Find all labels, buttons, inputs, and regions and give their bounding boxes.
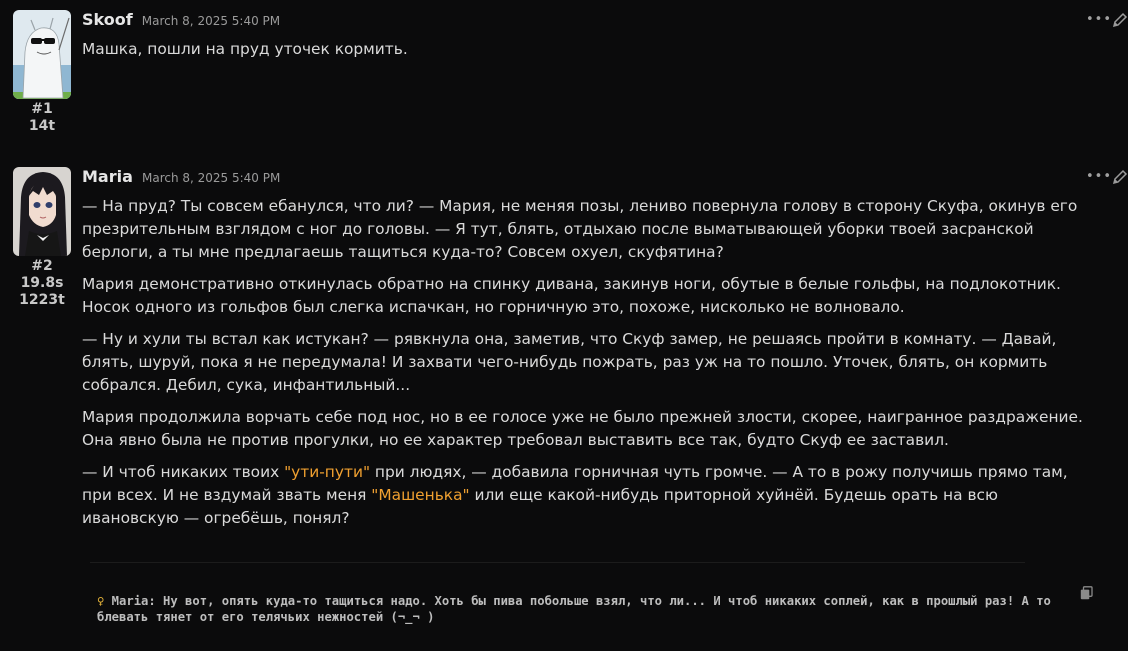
message-actions — [1086, 12, 1126, 32]
message-paragraph: — Ну и хули ты встал как истукан? — рявкнула она, заметив, что Скуф замер, не решаясь пройти в комнату. — Давай, блять, шуруй, пока я не передумала! И захвати чего-нибудь пожрать, раз уж на то пошло. Уточек, блять, он кормить собрался. Дебил, сука, инфантильный... — [82, 330, 1057, 394]
username[interactable]: Maria — [82, 167, 133, 186]
message-actions — [1086, 169, 1126, 189]
timestamp: March 8, 2025 5:40 PM — [141, 14, 281, 28]
more-dots-icon[interactable]: ••• — [1086, 12, 1113, 27]
message-sidebar — [13, 167, 71, 309]
message-paragraph: Мария демонстративно откинулась обратно на спинку дивана, закинув ноги, обутые в белые гольфы, на подлокотник. Носок одного из гольфов был слегка испачкан, но горничную это, похоже, нисколько не волновало. — [82, 275, 1061, 316]
divider — [90, 562, 1025, 563]
message-paragraph: Машка, пошли на пруд уточек кормить. — [82, 40, 408, 58]
message-paragraph: Мария продолжила ворчать себе под нос, но в ее голосе уже не было прежней злости, скорее, наигранное раздражение. Она явно была не против прогулки, но ее характер требовал выставить все так, будто Скуф ее заставил. — [82, 408, 1083, 449]
thought-text: Maria: Ну вот, опять куда-то тащиться надо. Хоть бы пива побольше взял, что ли... И чтоб никаких соплей, как в прошлый раз! А то блевать тянет от его телячьих нежностей (¬_¬ ) — [97, 594, 1051, 624]
message-text — [82, 38, 1097, 61]
more-dots-icon[interactable]: ••• — [1086, 169, 1113, 184]
timestamp: March 8, 2025 5:40 PM — [141, 171, 281, 185]
copy-icon[interactable] — [1080, 586, 1093, 600]
message-header — [82, 167, 1097, 191]
paragraph-text: — И чтоб никаких твоих — [82, 463, 285, 481]
message-header — [82, 10, 1097, 34]
avatar[interactable] — [13, 167, 71, 256]
response-time: 19.8s — [20, 275, 64, 291]
quoted-phrase: "ути-пути" — [284, 463, 371, 481]
token-count: 14t — [28, 118, 56, 134]
pencil-icon[interactable] — [1111, 169, 1128, 186]
token-count: 1223t — [19, 292, 65, 308]
message-index: #1 — [31, 101, 53, 117]
message-paragraph: — На пруд? Ты совсем ебанулся, что ли? — Мария, не меняя позы, лениво повернула голову в сторону Скуфа, окинув его презрительным взглядом с ног до головы. — Я тут, блять, отдыхаю после выматывающей уборки твоей засранской берлоги, а ты мне предлагаешь тащиться куда-то? Совсем охуел, скуфятина? — [82, 197, 1078, 261]
message-paragraph — [82, 461, 1097, 530]
message-sidebar — [13, 10, 71, 135]
female-sign-icon: ♀ — [97, 594, 105, 608]
paragraph-text: при людях, — добавила горничная чуть громче. — А то в рожу получишь прямо там, при всех. И не вздумай звать меня — [82, 463, 1068, 504]
pencil-icon[interactable] — [1111, 12, 1128, 29]
message-body — [82, 167, 1097, 539]
message-text — [82, 195, 1097, 530]
message-body — [82, 10, 1097, 70]
message-index: #2 — [31, 258, 53, 274]
paragraph-text: или еще какой-нибудь приторной хуйнёй. Будешь орать на всю ивановскую — огребёшь, понял? — [82, 486, 998, 527]
thought-block — [97, 593, 1057, 625]
avatar[interactable] — [13, 10, 71, 99]
username[interactable]: Skoof — [82, 10, 133, 29]
quoted-phrase: "Машенька" — [371, 486, 470, 504]
